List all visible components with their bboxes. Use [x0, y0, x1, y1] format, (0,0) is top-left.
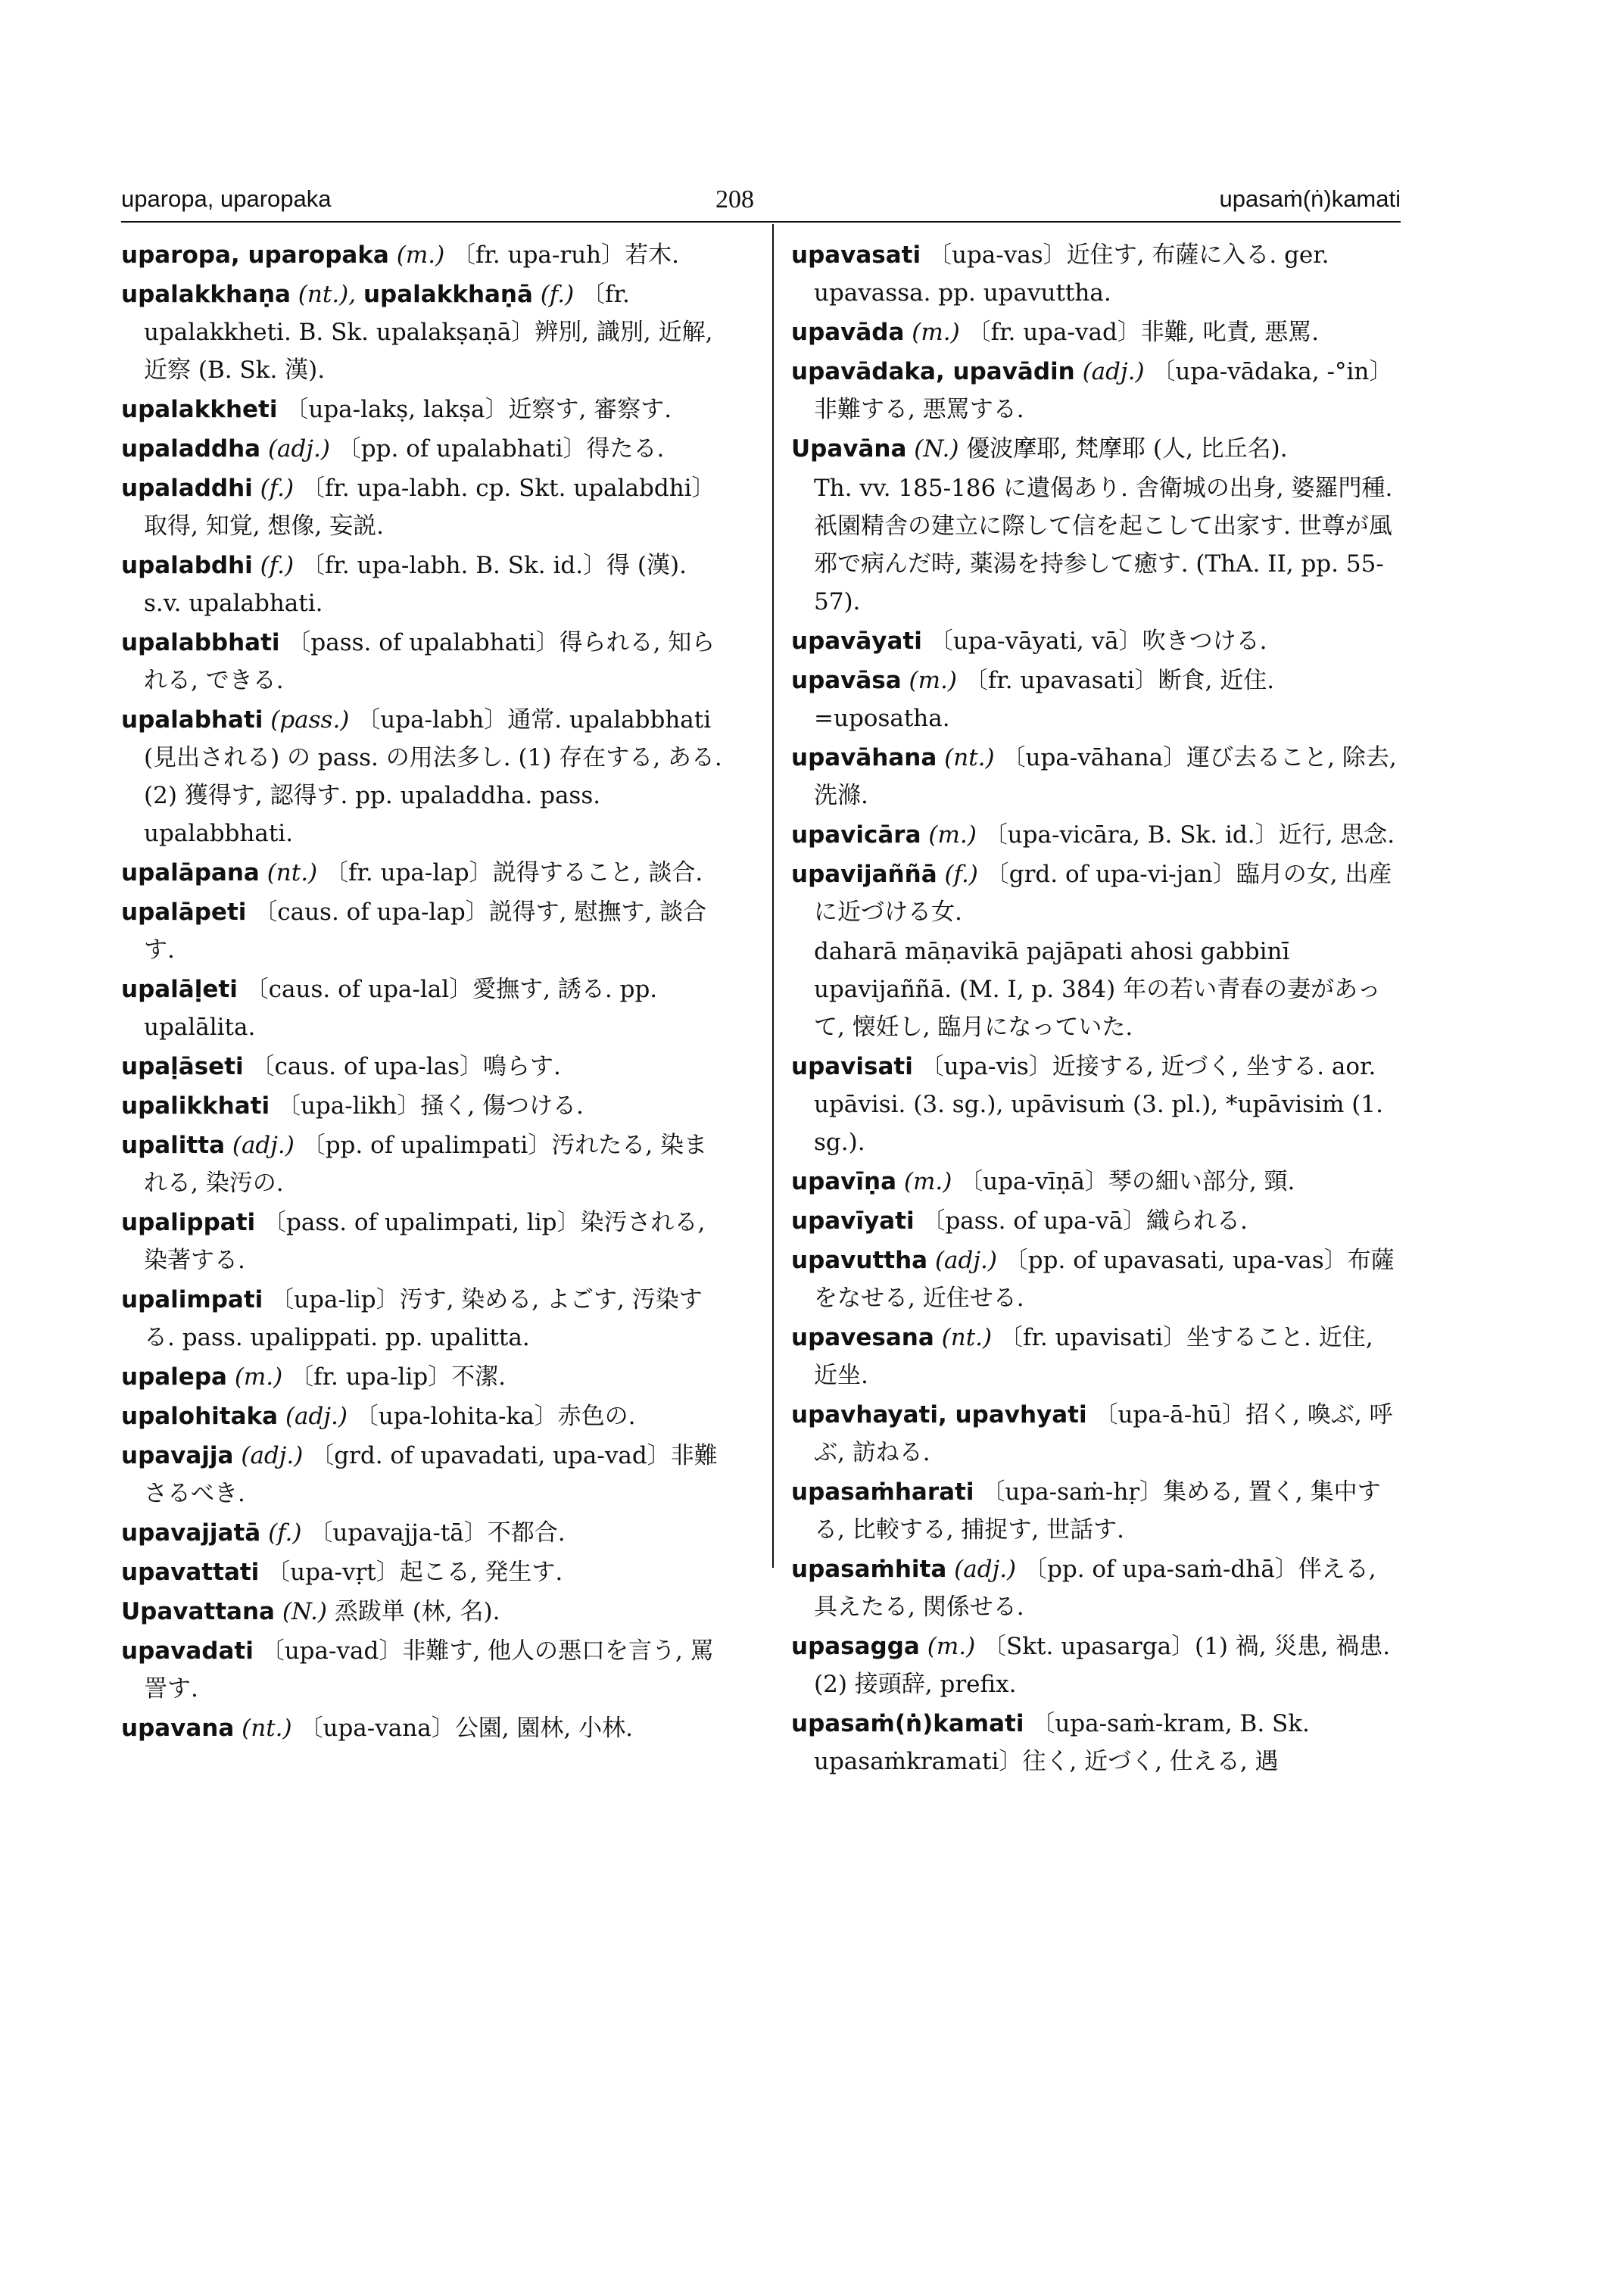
- entry-definition: 優波摩耶, 梵摩耶 (人, 比丘名).: [966, 435, 1288, 463]
- dictionary-entry: [791, 1048, 1397, 1161]
- entry-headword: upavāyati: [791, 628, 922, 655]
- entry-definition: 〔upa-vāyati, vā〕吹きつける.: [929, 628, 1267, 655]
- entry-headword: upavādaka, upavādin: [791, 358, 1075, 385]
- entry-definition: 〔upa-saṁ-hṛ〕集める, 置く, 集中する, 比較する, 捕捉す, 世話す.: [814, 1478, 1381, 1544]
- entry-definition: 〔fr. upa-labh. cp. Skt. upalabdhi〕取得, 知覚, 想像, 妄説.: [144, 475, 715, 540]
- entry-headword: upavhayati, upavhyati: [791, 1401, 1087, 1428]
- entry-definition: 〔upa-lakṣ, lakṣa〕近察す, 審察す.: [285, 396, 672, 423]
- entry-headword: Upavāna: [791, 435, 907, 463]
- entry-part-of-speech: (m.): [912, 319, 960, 346]
- entry-part-of-speech: (m.): [903, 1168, 952, 1195]
- dictionary-entry: [121, 1709, 727, 1747]
- entry-headword: upavuttha: [791, 1247, 928, 1274]
- dictionary-entry: [791, 622, 1397, 660]
- dictionary-entry: [121, 1281, 727, 1357]
- entry-headword: upalakkhaṇa: [121, 281, 291, 308]
- entry-note: daharā māṇavikā pajāpati ahosi gabbinī upavijaññā. (M. I, p. 384) 年の若い青春の妻があって, 懐妊し, 臨月になっていた.: [814, 938, 1381, 1041]
- entry-headword: upalāpana: [121, 859, 260, 886]
- entry-headword: upavāsa: [791, 667, 902, 694]
- entry-definition: 〔fr. upavasati〕断食, 近住. =uposatha.: [814, 667, 1275, 732]
- dictionary-entry: [121, 1632, 727, 1708]
- entry-definition: 烝跋単 (林, 名).: [334, 1598, 500, 1625]
- entry-headword: upavīṇa: [791, 1168, 897, 1195]
- entry-part-of-speech: (pass.): [270, 706, 350, 734]
- entry-part-of-speech: (N.): [914, 435, 959, 463]
- entry-headword-variant: upalakkhaṇā: [363, 281, 533, 308]
- entry-definition: 〔pass. of upalimpati, lip〕染汚される, 染著する.: [144, 1209, 706, 1274]
- entry-part-of-speech: (f.): [944, 861, 978, 888]
- entry-part-of-speech: (adj.): [285, 1403, 348, 1430]
- entry-headword: upavisati: [791, 1053, 913, 1080]
- entry-definition: 〔fr. upa-lap〕説得すること, 談合.: [325, 859, 703, 886]
- dictionary-entry: [121, 970, 727, 1046]
- dictionary-entry: [791, 236, 1397, 312]
- entry-definition: 〔upa-vicāra, B. Sk. id.〕近行, 思念.: [983, 821, 1395, 849]
- entry-definition: 〔upa-vādaka, -°in〕非難する, 悪罵する.: [814, 358, 1393, 423]
- entry-definition: 〔upa-labh〕通常. upalabbhati (見出される) の pass. の用法多し. (1) 存在する, ある. (2) 獲得す, 認得す. pp. upaladdha. pass. upalabbhati.: [144, 706, 722, 847]
- entry-part-of-speech: (adj.): [241, 1442, 304, 1469]
- dictionary-entry: [791, 1202, 1397, 1240]
- entry-definition: 〔fr. upalakkheti. B. Sk. upalakṣaṇā〕辨別, 識別, 近解, 近察 (B. Sk. 漢).: [144, 281, 713, 384]
- entry-definition: 〔caus. of upa-lal〕愛撫す, 誘る. pp. upalālita.: [144, 976, 658, 1041]
- dictionary-entry: [791, 1242, 1397, 1317]
- entry-headword: upavāhana: [791, 744, 937, 771]
- dictionary-entry: [121, 469, 727, 545]
- entry-headword: upavesana: [791, 1324, 934, 1351]
- entry-headword: upavasati: [791, 241, 921, 269]
- entry-part-of-speech: (m.): [396, 241, 445, 269]
- page-number: 208: [715, 185, 754, 213]
- entry-part-of-speech-variant: (f.): [540, 281, 575, 308]
- entry-definition: 〔caus. of upa-lap〕説得す, 慰撫す, 談合す.: [144, 899, 707, 964]
- entry-part-of-speech: (nt.),: [298, 281, 357, 308]
- dictionary-entry: [791, 816, 1397, 854]
- entry-definition: 〔upa-vīṇā〕琴の細い部分, 頸.: [959, 1168, 1295, 1195]
- entry-headword: uparopa, uparopaka: [121, 241, 389, 269]
- entry-headword: upaladdha: [121, 435, 261, 463]
- entry-part-of-speech: (m.): [928, 821, 977, 849]
- entry-headword: upalitta: [121, 1132, 225, 1159]
- entry-headword: upasagga: [791, 1633, 920, 1660]
- entry-definition: 〔caus. of upa-las〕鳴らす.: [251, 1053, 561, 1080]
- entry-headword: upavajja: [121, 1442, 234, 1469]
- dictionary-entry: [791, 1163, 1397, 1201]
- entry-headword: upavicāra: [791, 821, 921, 849]
- entry-definition: 〔grd. of upa-vi-jan〕臨月の女, 出産に近づける女.: [814, 861, 1392, 926]
- entry-headword: upavāda: [791, 319, 905, 346]
- dictionary-entry: [121, 1437, 727, 1513]
- dictionary-entry: [121, 1204, 727, 1279]
- header-right-guideword: upasaṁ(ṅ)kamati: [1219, 185, 1401, 212]
- dictionary-entry: [121, 624, 727, 699]
- dictionary-entry: [791, 1628, 1397, 1703]
- entry-part-of-speech: (m.): [234, 1363, 283, 1391]
- entry-definition: 〔pp. of upalabhati〕得たる.: [337, 435, 665, 463]
- entry-definition: 〔pp. of upa-saṁ-dhā〕伴える, 具えたる, 関係せる.: [814, 1556, 1376, 1621]
- entry-part-of-speech: (f.): [268, 1519, 302, 1547]
- entry-definition: 〔upavajja-tā〕不都合.: [309, 1519, 566, 1547]
- column-divider: [772, 224, 774, 1568]
- page-header: [121, 185, 1401, 220]
- entry-part-of-speech: (nt.): [941, 1324, 993, 1351]
- dictionary-entry: [121, 391, 727, 428]
- entry-part-of-speech: (nt.): [944, 744, 995, 771]
- entry-definition: 〔upa-ā-hū〕招く, 喚ぶ, 呼ぶ, 訪ねる.: [814, 1401, 1393, 1466]
- entry-definition: 〔fr. upa-vad〕非難, 叱責, 悪罵.: [967, 319, 1320, 346]
- dictionary-entry: [791, 855, 1397, 931]
- entry-part-of-speech: (nt.): [242, 1715, 292, 1742]
- entry-definition: 〔pass. of upalabhati〕得られる, 知られる, できる.: [144, 629, 715, 694]
- dictionary-entry: [791, 1550, 1397, 1626]
- entry-headword: upasaṁharati: [791, 1478, 974, 1506]
- entry-headword: upavīyati: [791, 1207, 915, 1235]
- dictionary-entry: [791, 430, 1397, 468]
- entry-part-of-speech: (adj.): [934, 1247, 997, 1274]
- entry-headword: upalāḷeti: [121, 976, 238, 1003]
- entry-definition: 〔upa-vāhana〕運び去ること, 除去, 洗滌.: [814, 744, 1397, 809]
- entry-note: Th. vv. 185-186 に遺偈あり. 舎衛城の出身, 婆羅門種. 祇園精舎の建立に際して信を起こして出家す. 世尊が風邪で病んだ時, 薬湯を持参して癒す. (ThA. II, pp. 55-57).: [814, 475, 1393, 615]
- entry-headword: upavana: [121, 1715, 235, 1742]
- entry-definition: 〔fr. upa-ruh〕若木.: [452, 241, 679, 269]
- entry-part-of-speech: (adj.): [267, 435, 330, 463]
- entry-definition: 〔upa-vad〕非難す, 他人の悪口を言う, 罵詈す.: [144, 1637, 714, 1703]
- dictionary-entry: [121, 1126, 727, 1202]
- right-column: [791, 236, 1397, 1782]
- dictionary-entry: [121, 236, 727, 274]
- entry-part-of-speech: (nt.): [267, 859, 318, 886]
- entry-definition: 〔pp. of upavasati, upa-vas〕布薩をなせる, 近住せる.: [814, 1247, 1395, 1312]
- dictionary-entry: [121, 276, 727, 389]
- entry-headword: upasaṁ(ṅ)kamati: [791, 1710, 1024, 1737]
- entry-headword: upasaṁhita: [791, 1556, 947, 1583]
- dictionary-entry: [121, 854, 727, 892]
- entry-part-of-speech: (adj.): [232, 1132, 295, 1159]
- entry-headword: upavattati: [121, 1559, 260, 1586]
- entry-definition: 〔upa-likh〕掻く, 傷つける.: [276, 1092, 584, 1120]
- dictionary-entry: [121, 701, 727, 852]
- entry-headword: upalepa: [121, 1363, 227, 1391]
- dictionary-entry: [791, 313, 1397, 351]
- dictionary-entry: [121, 893, 727, 969]
- dictionary-entry: [121, 1087, 727, 1125]
- dictionary-entry: [121, 1048, 727, 1086]
- dictionary-entry: [121, 1397, 727, 1435]
- entry-headword: upavajjatā: [121, 1519, 261, 1547]
- entry-definition: 〔upa-lip〕汚す, 染める, よごす, 汚染する. pass. upalippati. pp. upalitta.: [144, 1286, 703, 1351]
- entry-headword: upalāpeti: [121, 899, 247, 926]
- entry-headword: upalippati: [121, 1209, 256, 1236]
- entry-part-of-speech: (adj.): [954, 1556, 1017, 1583]
- dictionary-entry: [791, 1473, 1397, 1549]
- entry-definition: 〔fr. upa-lip〕不潔.: [290, 1363, 507, 1391]
- entry-definition: 〔upa-vis〕近接する, 近づく, 坐する. aor. upāvisi. (3. sg.), upāvisuṁ (3. pl.), *upāvisiṁ (1. sg.).: [814, 1053, 1383, 1156]
- entry-headword: upalikkhati: [121, 1092, 270, 1120]
- entry-definition: 〔pass. of upa-vā〕織られる.: [921, 1207, 1248, 1235]
- dictionary-entry: [121, 1514, 727, 1552]
- entry-definition: 〔fr. upavisati〕坐すること. 近住, 近坐.: [814, 1324, 1373, 1389]
- entry-part-of-speech: (f.): [260, 552, 295, 579]
- entry-definition: 〔Skt. upasarga〕(1) 禍, 災患, 禍患. (2) 接頭辞, prefix.: [814, 1633, 1391, 1698]
- entry-headword: upavijaññā: [791, 861, 937, 888]
- entry-headword: upavadati: [121, 1637, 254, 1665]
- entry-headword: upalohitaka: [121, 1403, 279, 1430]
- dictionary-entry: [121, 547, 727, 622]
- entry-part-of-speech: (adj.): [1082, 358, 1145, 385]
- entry-definition: 〔upa-vas〕近住す, 布薩に入る. ger. upavassa. pp. upavuttha.: [814, 241, 1329, 307]
- dictionary-entry: [121, 1553, 727, 1591]
- entry-headword: upalabhati: [121, 706, 263, 734]
- header-rule: [121, 221, 1401, 223]
- entry-headword: Upavattana: [121, 1598, 275, 1625]
- dictionary-entry: [791, 1319, 1397, 1394]
- entry-headword: upalabdhi: [121, 552, 253, 579]
- dictionary-entry: [121, 1358, 727, 1396]
- entry-part-of-speech: (m.): [909, 667, 957, 694]
- entry-headword: upaladdhi: [121, 475, 253, 502]
- left-column: [121, 236, 727, 1749]
- entry-part-of-speech: (f.): [260, 475, 295, 502]
- entry-headword: upalimpati: [121, 1286, 263, 1313]
- entry-definition: 〔grd. of upavadati, upa-vad〕非難さるべき.: [144, 1442, 718, 1507]
- header-left-guideword: uparopa, uparopaka: [121, 185, 332, 212]
- dictionary-entry: [791, 662, 1397, 737]
- dictionary-entry: [791, 1705, 1397, 1781]
- dictionary-entry: [121, 430, 727, 468]
- dictionary-entry: [121, 1593, 727, 1631]
- dictionary-entry: [791, 353, 1397, 428]
- entry-part-of-speech: (m.): [927, 1633, 976, 1660]
- entry-headword: upalabbhati: [121, 629, 280, 656]
- entry-definition: 〔upa-lohita-ka〕赤色の.: [354, 1403, 636, 1430]
- entry-definition: 〔pp. of upalimpati〕汚れたる, 染まれる, 染汚の.: [144, 1132, 708, 1197]
- dictionary-entry: [791, 739, 1397, 815]
- entry-definition: 〔upa-vṛt〕起こる, 発生す.: [267, 1559, 563, 1586]
- entry-headword: upaḷāseti: [121, 1053, 244, 1080]
- entry-definition: 〔fr. upa-labh. B. Sk. id.〕得 (漢). s.v. upalabhati.: [144, 552, 687, 617]
- entry-part-of-speech: (N.): [282, 1598, 327, 1625]
- entry-headword: upalakkheti: [121, 396, 278, 423]
- dictionary-entry: [791, 1396, 1397, 1472]
- entry-definition: 〔upa-saṁ-kram, B. Sk. upasaṁkramati〕往く, 近づく, 仕える, 遇: [814, 1710, 1310, 1775]
- entry-definition: 〔upa-vana〕公園, 園林, 小林.: [299, 1715, 633, 1742]
